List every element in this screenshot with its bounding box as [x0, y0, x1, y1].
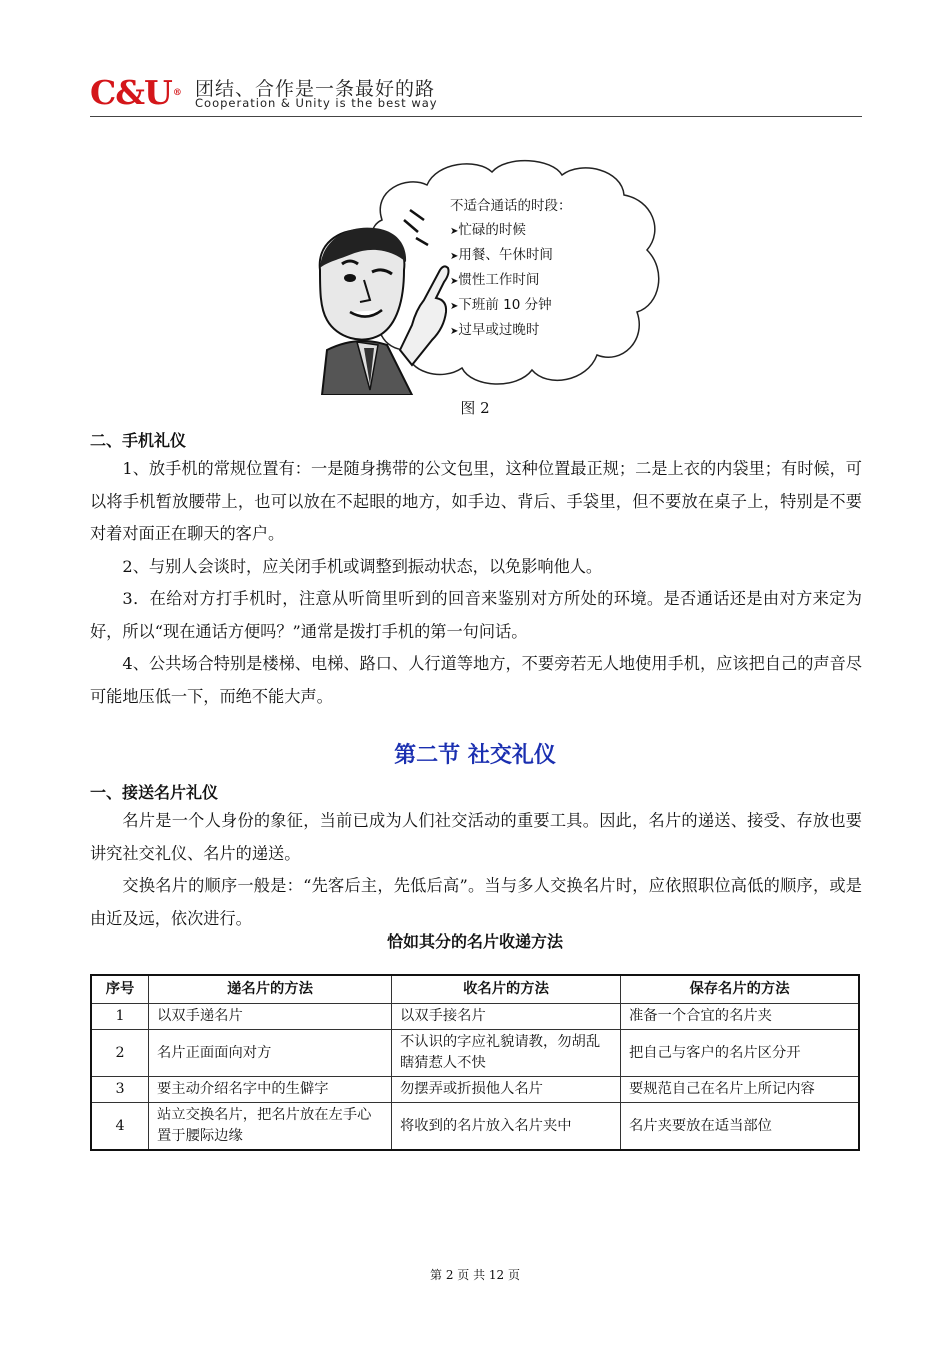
table-cell: 不认识的字应礼貌请教，勿胡乱瞎猜惹人不快: [392, 1030, 621, 1077]
bubble-item: ➤下班前 10 分钟: [450, 297, 552, 313]
business-card-heading: 一、接送名片礼仪: [90, 783, 219, 802]
header-slogan-en: Cooperation & Unity is the best way: [195, 96, 438, 110]
table-cell: 将收到的名片放入名片夹中: [392, 1103, 621, 1151]
table-row: [91, 1030, 859, 1077]
phone-etiquette-body: [90, 453, 862, 713]
column-header: 递名片的方法: [149, 975, 392, 1004]
table-cell: 名片夹要放在适当部位: [621, 1103, 860, 1151]
figure-caption: 图 2: [460, 399, 490, 417]
header-slogan: 团结、合作是一条最好的路: [195, 78, 436, 100]
table-row: [91, 1103, 859, 1151]
table-cell: 3: [91, 1077, 149, 1103]
column-header: 保存名片的方法: [621, 975, 860, 1004]
table-cell: 2: [91, 1030, 149, 1077]
paragraph: 3．在给对方打手机时，注意从听筒里听到的回音来鉴别对方所处的环境。是否通话还是由对方来定为好，所以“现在通话方便吗？”通常是拨打手机的第一句问话。: [90, 589, 862, 641]
table-cell: 名片正面面向对方: [149, 1030, 392, 1077]
paragraph: 1、放手机的常规位置有：一是随身携带的公文包里，这种位置最正规；二是上衣的内袋里；有时候，可以将手机暂放腰带上，也可以放在不起眼的地方，如手边、背后、手袋里，但不要放在桌子上，特别是不要对着对面正在聊天的客户。: [90, 459, 862, 543]
paragraph: 4、公共场合特别是楼梯、电梯、路口、人行道等地方，不要旁若无人地使用手机，应该把自己的声音尽可能地压低一下，而绝不能大声。: [90, 654, 862, 706]
column-header: 收名片的方法: [392, 975, 621, 1004]
business-card-table: [90, 974, 860, 1151]
paragraph: 名片是一个人身份的象征，当前已成为人们社交活动的重要工具。因此，名片的递送、接受、存放也要讲究社交礼仪、名片的递送。: [90, 811, 862, 863]
paragraph: 2、与别人会谈时，应关闭手机或调整到振动状态，以免影响他人。: [122, 556, 603, 576]
table-row: [91, 1004, 859, 1030]
table-cell: 把自己与客户的名片区分开: [621, 1030, 860, 1077]
illustration-figure: [312, 150, 672, 395]
table-cell: 要主动介绍名字中的生僻字: [149, 1077, 392, 1103]
company-logo: C&U®: [90, 73, 181, 112]
table-header-row: [91, 975, 859, 1004]
header-divider: [90, 116, 862, 117]
bubble-item: ➤惯性工作时间: [450, 272, 540, 288]
section-title: 第二节 社交礼仪: [394, 743, 556, 768]
page-header: [90, 70, 862, 120]
column-header: 序号: [91, 975, 149, 1004]
cartoon-illustration: [312, 150, 672, 395]
paragraph: 交换名片的顺序一般是：“先客后主，先低后高”。当与多人交换名片时，应依照职位高低的顺序，或是由近及远，依次进行。: [90, 876, 862, 928]
page-footer: 第 2 页 共 12 页: [430, 1268, 520, 1282]
business-card-body: [90, 805, 862, 935]
table-cell: 以双手接名片: [392, 1004, 621, 1030]
table-cell: 4: [91, 1103, 149, 1151]
table-cell: 勿摆弄或折损他人名片: [392, 1077, 621, 1103]
bubble-item: ➤过早或过晚时: [450, 322, 540, 338]
table-cell: 站立交换名片，把名片放在左手心置于腰际边缘: [149, 1103, 392, 1151]
bubble-item: ➤用餐、午休时间: [450, 247, 553, 263]
table-cell: 1: [91, 1004, 149, 1030]
table-cell: 以双手递名片: [149, 1004, 392, 1030]
phone-etiquette-heading: 二、手机礼仪: [90, 431, 187, 450]
bubble-item: ➤忙碌的时候: [450, 222, 526, 238]
table-cell: 要规范自己在名片上所记内容: [621, 1077, 860, 1103]
table-row: [91, 1077, 859, 1103]
table-cell: 准备一个合宜的名片夹: [621, 1004, 860, 1030]
bubble-title: 不适合通话的时段：: [450, 198, 572, 214]
table-title: 恰如其分的名片收递方法: [386, 932, 563, 951]
